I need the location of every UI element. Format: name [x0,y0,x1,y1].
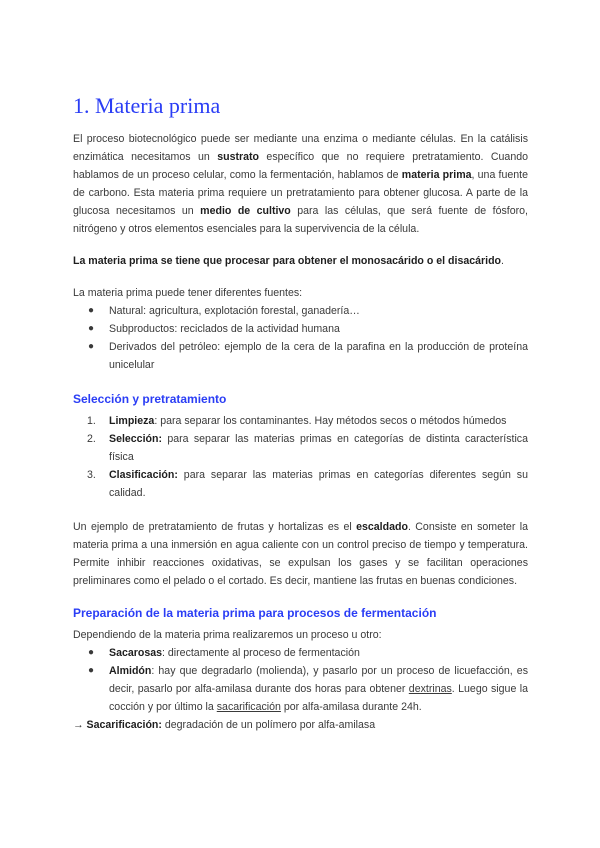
intro-text-4: para las células, que será fuente de fósforo, nitrógeno y otros elementos esenciales para la supervivencia de la célula. [73,205,528,235]
intro-text-1: El proceso biotecnológico puede ser mediante una enzima o mediante células. En la catálisis enzimática necesitamos un [73,133,528,163]
step-term: Selección: [109,433,162,445]
arrow-note [73,716,528,734]
term-escaldado: escaldado [356,521,408,533]
highlight-end: . [501,255,504,267]
highlight-paragraph [73,252,528,270]
term-sacarosas: Sacarosas [109,647,163,659]
bullet-icon: ● [88,647,95,658]
step-text: : para separar los contaminantes. Hay métodos secos o métodos húmedos [154,415,507,427]
sources-intro: La materia prima puede tener diferentes fuentes: [73,287,303,299]
step-text: para separar las materias primas en categorías diferentes según su calidad. [109,469,528,499]
list-item-text: : hay que degradarlo (molienda), y pasarlo por un proceso de licuefacción, es decir, pasarlo por alfa-amilasa durante dos horas para obtener [109,665,528,695]
list-item [73,338,528,374]
term-materia-prima: materia prima [401,169,472,181]
intro-text-2: específico que no requiere pretratamiento. Cuando hablamos de un proceso celular, como la fermentación, hablamos de [73,151,528,181]
list-item [73,430,528,466]
sources-list [73,302,528,374]
list-item-text: Natural: agricultura, explotación forestal, ganadería… [109,305,360,317]
fermentation-intro: Dependiendo de la materia prima realizaremos un proceso u otro: [73,629,382,641]
bullet-icon: ● [88,323,95,334]
fermentation-list [73,644,528,716]
list-item [73,320,528,338]
step-number: 3. [87,469,96,481]
document-content [73,92,528,734]
list-item [73,466,528,502]
list-item-text: Derivados del petróleo: ejemplo de la cera de la parafina en la producción de proteína unicelular [109,341,528,371]
highlight-bold: La materia prima se tiene que procesar para obtener el monosacárido o el disacárido [73,255,502,267]
bullet-icon: ● [88,305,95,316]
bullet-icon: ● [88,341,95,352]
step-number: 2. [87,433,96,445]
step-term: Limpieza [109,415,155,427]
list-item-text: por alfa-amilasa durante 24h. [280,701,422,713]
pretreatment-steps [73,412,528,502]
list-item-text: . Luego sigue la cocción y por último la [109,683,528,713]
term-medio-cultivo: medio de cultivo [200,205,291,217]
term-dextrinas: dextrinas [408,683,452,695]
arrow-note-text: degradación de un polímero por alfa-amilasa [161,719,376,731]
intro-text-3: , una fuente de carbono. Esta materia prima requiere un pretratamiento para obtener glucosa. A parte de la glucosa necesitamos un [73,169,528,217]
step-term: Clasificación: [109,469,178,481]
section-heading-pretreatment: Selección y pretratamiento [73,392,227,406]
bullet-icon: ● [88,665,95,676]
step-number: 1. [87,415,96,427]
arrow-icon: → [73,719,87,731]
list-item-text: Subproductos: reciclados de la actividad humana [109,323,340,335]
term-sacarificacion-underlined: sacarificación [216,701,281,713]
example-paragraph [73,518,528,590]
step-text: para separar las materias primas en categorías de distinta característica física [109,433,528,463]
term-almidon: Almidón [109,665,152,677]
example-text-1: Un ejemplo de pretratamiento de frutas y hortalizas es el [73,521,357,533]
section-heading-fermentation: Preparación de la materia prima para procesos de fermentación [73,606,437,620]
term-sacarificacion: Sacarificación: [86,719,162,731]
page-title: 1. Materia prima [73,93,221,118]
list-item [73,302,528,320]
example-text-2: . Consiste en someter la materia prima a una inmersión en agua caliente con un control preciso de tiempo y temperatura. Permite inhibir reacciones oxidativas, se expulsan los gases y se facilitan operaciones preliminares como el pelado o el cortado. Es decir, mantiene las frutas en buenas condiciones. [73,521,529,587]
list-item [73,662,528,716]
term-sustrato: sustrato [217,151,259,163]
list-item-text: : directamente al proceso de fermentación [162,647,360,659]
intro-paragraph [73,130,528,238]
list-item [73,412,528,430]
list-item [73,644,528,662]
